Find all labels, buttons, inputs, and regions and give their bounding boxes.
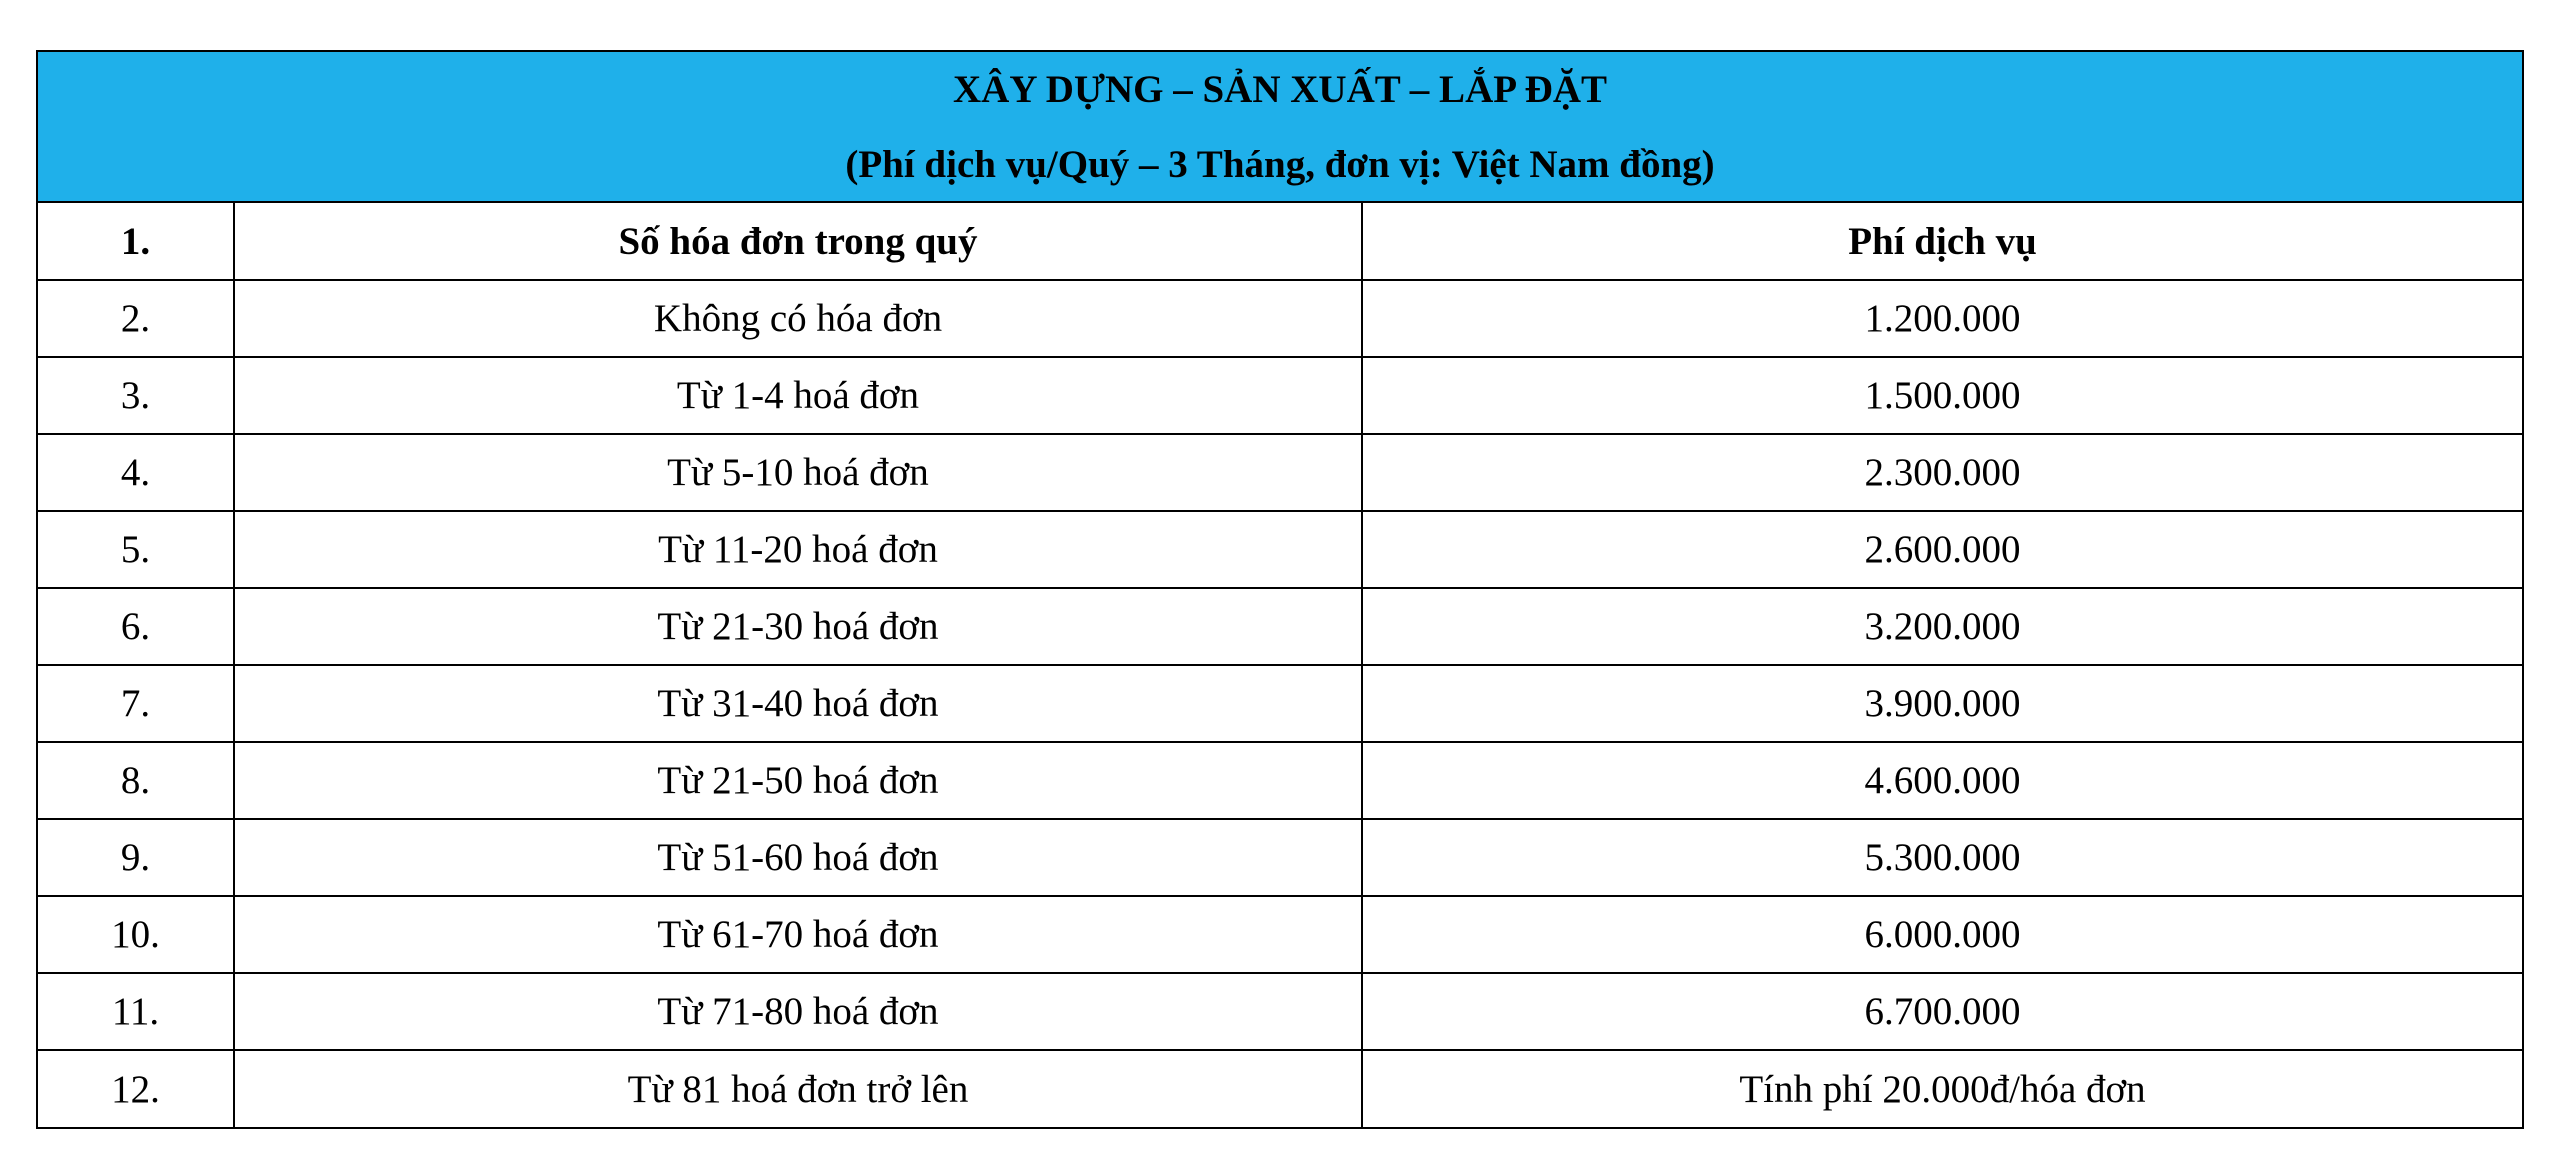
- row-fee: 6.700.000: [1362, 973, 2522, 1050]
- table-header-row: [38, 203, 2522, 280]
- row-fee: 2.300.000: [1362, 434, 2522, 511]
- row-invoices: Từ 61-70 hoá đơn: [234, 896, 1362, 973]
- banner-title: XÂY DỰNG – SẢN XUẤT – LẮP ĐẶT: [952, 68, 1607, 111]
- row-index: 4.: [38, 434, 234, 511]
- row-index: 11.: [38, 973, 234, 1050]
- row-fee: 3.200.000: [1362, 588, 2522, 665]
- table-row: [38, 973, 2522, 1050]
- row-index: 9.: [38, 819, 234, 896]
- row-index: 10.: [38, 896, 234, 973]
- table-row: [38, 1050, 2522, 1127]
- row-invoices: Từ 51-60 hoá đơn: [234, 819, 1362, 896]
- row-fee: 1.500.000: [1362, 357, 2522, 434]
- row-invoices: Từ 21-30 hoá đơn: [234, 588, 1362, 665]
- row-fee: Tính phí 20.000đ/hóa đơn: [1739, 1067, 2146, 1111]
- table-row: [38, 742, 2522, 819]
- row-fee: 6.000.000: [1362, 896, 2522, 973]
- row-invoices: Từ 5-10 hoá đơn: [234, 434, 1362, 511]
- table-row: [38, 434, 2522, 511]
- row-invoices: Không có hóa đơn: [234, 280, 1362, 357]
- row-invoices: Từ 81 hoá đơn trở lên: [234, 1050, 1362, 1127]
- table-row: [38, 665, 2522, 742]
- row-index: 8.: [38, 742, 234, 819]
- row-fee: 1.200.000: [1362, 280, 2522, 357]
- row-index: 2.: [38, 280, 234, 357]
- row-index: 3.: [38, 357, 234, 434]
- row-invoices: Từ 1-4 hoá đơn: [234, 357, 1362, 434]
- table-row: [38, 896, 2522, 973]
- row-invoices: Từ 71-80 hoá đơn: [234, 973, 1362, 1050]
- table-row: [38, 280, 2522, 357]
- table-row: [38, 511, 2522, 588]
- row-fee: 5.300.000: [1362, 819, 2522, 896]
- row-fee: 4.600.000: [1362, 742, 2522, 819]
- row-index: 12.: [38, 1050, 234, 1127]
- header-index: 1.: [38, 203, 234, 280]
- table-row: [38, 819, 2522, 896]
- banner-subtitle: (Phí dịch vụ/Quý – 3 Tháng, đơn vị: Việt Nam đồng): [845, 143, 1715, 186]
- row-index: 5.: [38, 511, 234, 588]
- row-invoices: Từ 21-50 hoá đơn: [234, 742, 1362, 819]
- row-fee: 2.600.000: [1362, 511, 2522, 588]
- row-invoices: Từ 31-40 hoá đơn: [234, 665, 1362, 742]
- header-invoices: Số hóa đơn trong quý: [234, 203, 1362, 280]
- header-fee: Phí dịch vụ: [1362, 203, 2522, 280]
- row-index: 7.: [38, 665, 234, 742]
- row-index: 6.: [38, 588, 234, 665]
- pricing-sheet: [36, 50, 2524, 1129]
- row-invoices: Từ 11-20 hoá đơn: [234, 511, 1362, 588]
- table-row: [38, 588, 2522, 665]
- table-row: [38, 357, 2522, 434]
- pricing-table: [38, 203, 2522, 1127]
- row-fee: 3.900.000: [1362, 665, 2522, 742]
- pricing-banner: [38, 52, 2522, 203]
